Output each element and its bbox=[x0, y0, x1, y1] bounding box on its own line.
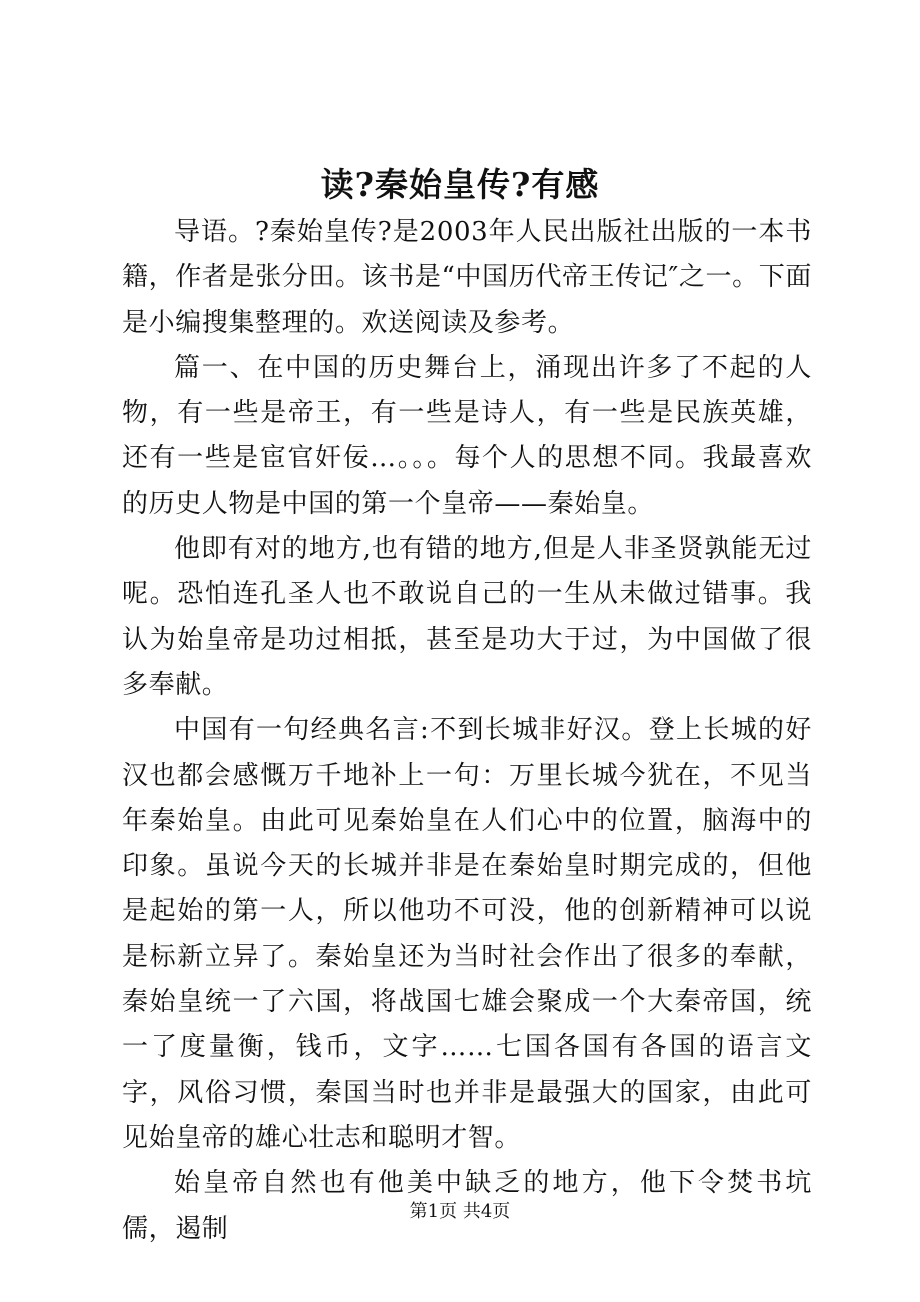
paragraph-great-wall: 中国有一句经典名言:不到长城非好汉。登上长城的好汉也都会感慨万千地补上一句：万里长城今犹在，不见当年秦始皇。由此可见秦始皇在人们心中的位置，脑海中的印象。虽说今天的长城并非是在秦始皇时期完成的，但他是起始的第一人，所以他功不可没，他的创新精神可以说是标新立异了。秦始皇还为当时社会作出了很多的奉献，秦始皇统一了六国，将战国七雄会聚成一个大秦帝国，统一了度量衡，钱币，文字……七国各国有各国的语言文字，风俗习惯，秦国当时也并非是最强大的国家，由此可见始皇帝的雄心壮志和聪明才智。 bbox=[122, 715, 812, 1153]
paragraph-part-one: 篇一、在中国的历史舞台上，涌现出许多了不起的人物，有一些是帝王，有一些是诗人，有一些是民族英雄，还有一些是宦官奸佞…。。。每个人的思想不同。我最喜欢的历史人物是中国的第一个皇帝——秦始皇。 bbox=[122, 352, 812, 519]
document-title: 读?秦始皇传?有感 bbox=[320, 165, 600, 204]
page-footer: 第1页 共4页 bbox=[409, 1201, 511, 1222]
paragraph-merits-faults: 他即有对的地方,也有错的地方,但是人非圣贤孰能无过呢。恐怕连孔圣人也不敢说自己的一生从未做过错事。我认为始皇帝是功过相抵，甚至是功大于过，为中国做了很多奉献。 bbox=[122, 534, 812, 700]
paragraph-shortcomings: 始皇帝自然也有他美中缺乏的地方，他下令焚书坑儒，遏制 bbox=[122, 1168, 812, 1244]
document-body bbox=[122, 210, 812, 1252]
paragraph-intro: 导语。?秦始皇传?是2003年人民出版社出版的一本书籍，作者是张分田。该书是“中国历代帝王传记″之一。下面是小编搜集整理的。欢送阅读及参考。 bbox=[122, 217, 812, 338]
